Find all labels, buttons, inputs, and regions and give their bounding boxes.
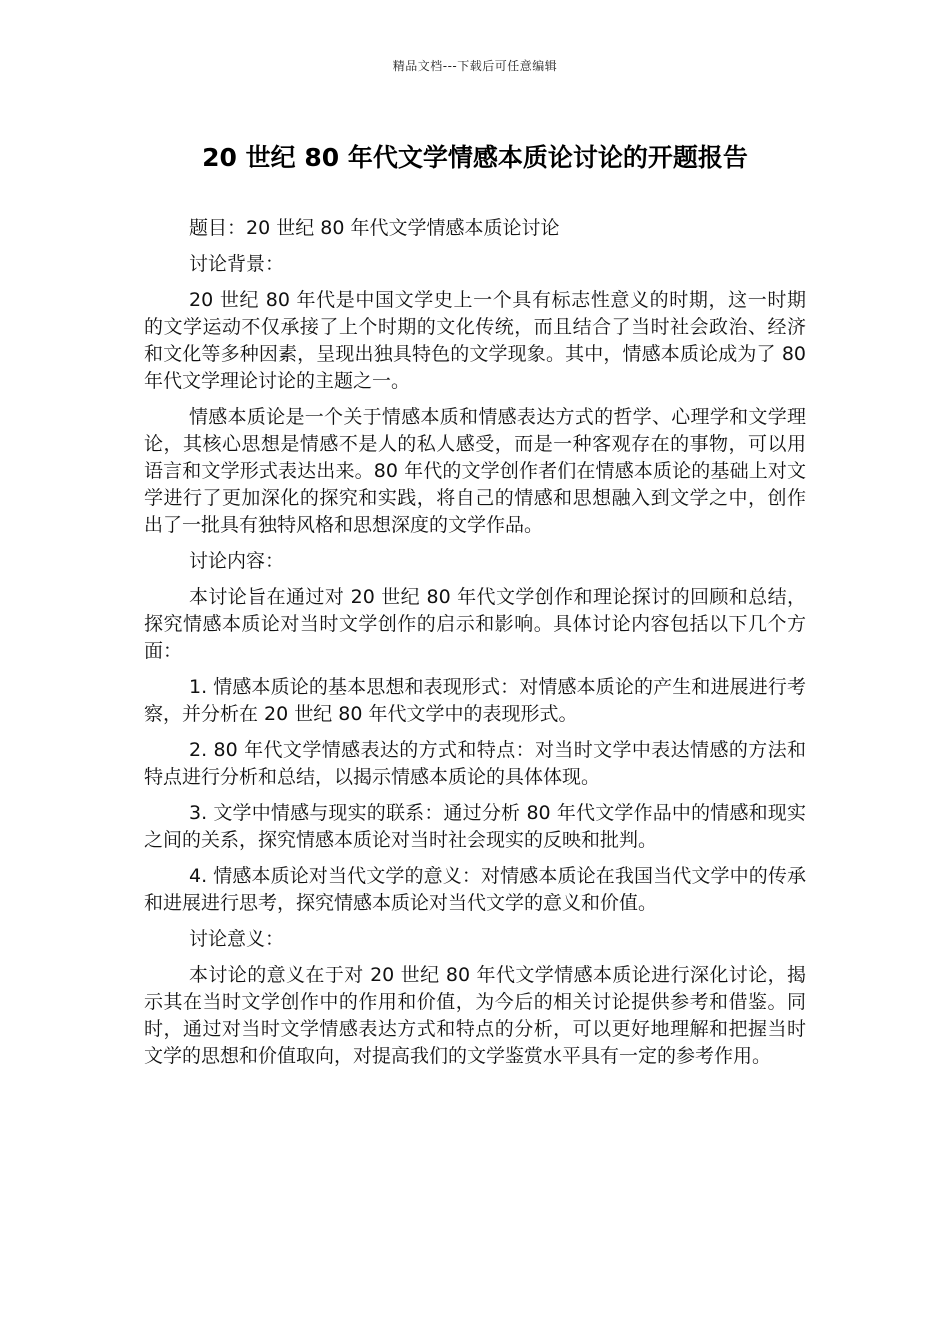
section-heading-significance: 讨论意义： (189, 928, 285, 950)
content-item-1: 1. 情感本质论的基本思想和表现形式：对情感本质论的产生和进展进行考察，并分析在 20 世纪 80 年代文学中的表现形式。 (144, 676, 806, 725)
background-paragraph-1: 20 世纪 80 年代是中国文学史上一个具有标志性意义的时期，这一时期的文学运动不仅承接了上个时期的文化传统，而且结合了当时社会政治、经济和文化等多种因素，呈现出独具特色的文学现象。其中，情感本质论成为了 80 年代文学理论讨论的主题之一。 (144, 289, 806, 392)
content-item-4: 4. 情感本质论对当代文学的意义：对情感本质论在我国当代文学中的传承和进展进行思考，探究情感本质论对当代文学的意义和价值。 (144, 865, 806, 914)
document-title: 20 世纪 80 年代文学情感本质论讨论的开题报告 (202, 143, 748, 172)
content-intro-paragraph: 本讨论旨在通过对 20 世纪 80 年代文学创作和理论探讨的回顾和总结，探究情感本质论对当时文学创作的启示和影响。具体讨论内容包括以下几个方面： (144, 586, 806, 662)
background-paragraph-2: 情感本质论是一个关于情感本质和情感表达方式的哲学、心理学和文学理论，其核心思想是情感不是人的私人感受，而是一种客观存在的事物，可以用语言和文学形式表达出来。80 年代的文学创作者们在情感本质论的基础上对文学进行了更加深化的探究和实践，将自己的情感和思想融入到文学之中，创作出了一批具有独特风格和思想深度的文学作品。 (144, 406, 806, 536)
content-item-3: 3. 文学中情感与现实的联系：通过分析 80 年代文学作品中的情感和现实之间的关系，探究情感本质论对当时社会现实的反映和批判。 (144, 802, 806, 851)
content-item-2: 2. 80 年代文学情感表达的方式和特点：对当时文学中表达情感的方法和特点进行分析和总结，以揭示情感本质论的具体体现。 (144, 739, 806, 788)
document-body (144, 215, 806, 1079)
topic-line: 题目：20 世纪 80 年代文学情感本质论讨论 (189, 217, 560, 239)
header-note: 精品文档---下载后可任意编辑 (392, 59, 558, 73)
section-heading-background: 讨论背景： (189, 253, 285, 275)
section-heading-content: 讨论内容： (189, 550, 285, 572)
significance-paragraph: 本讨论的意义在于对 20 世纪 80 年代文学情感本质论进行深化讨论，揭示其在当时文学创作中的作用和价值，为今后的相关讨论提供参考和借鉴。同时，通过对当时文学情感表达方式和特点的分析，可以更好地理解和把握当时文学的思想和价值取向，对提高我们的文学鉴赏水平具有一定的参考作用。 (144, 964, 806, 1067)
